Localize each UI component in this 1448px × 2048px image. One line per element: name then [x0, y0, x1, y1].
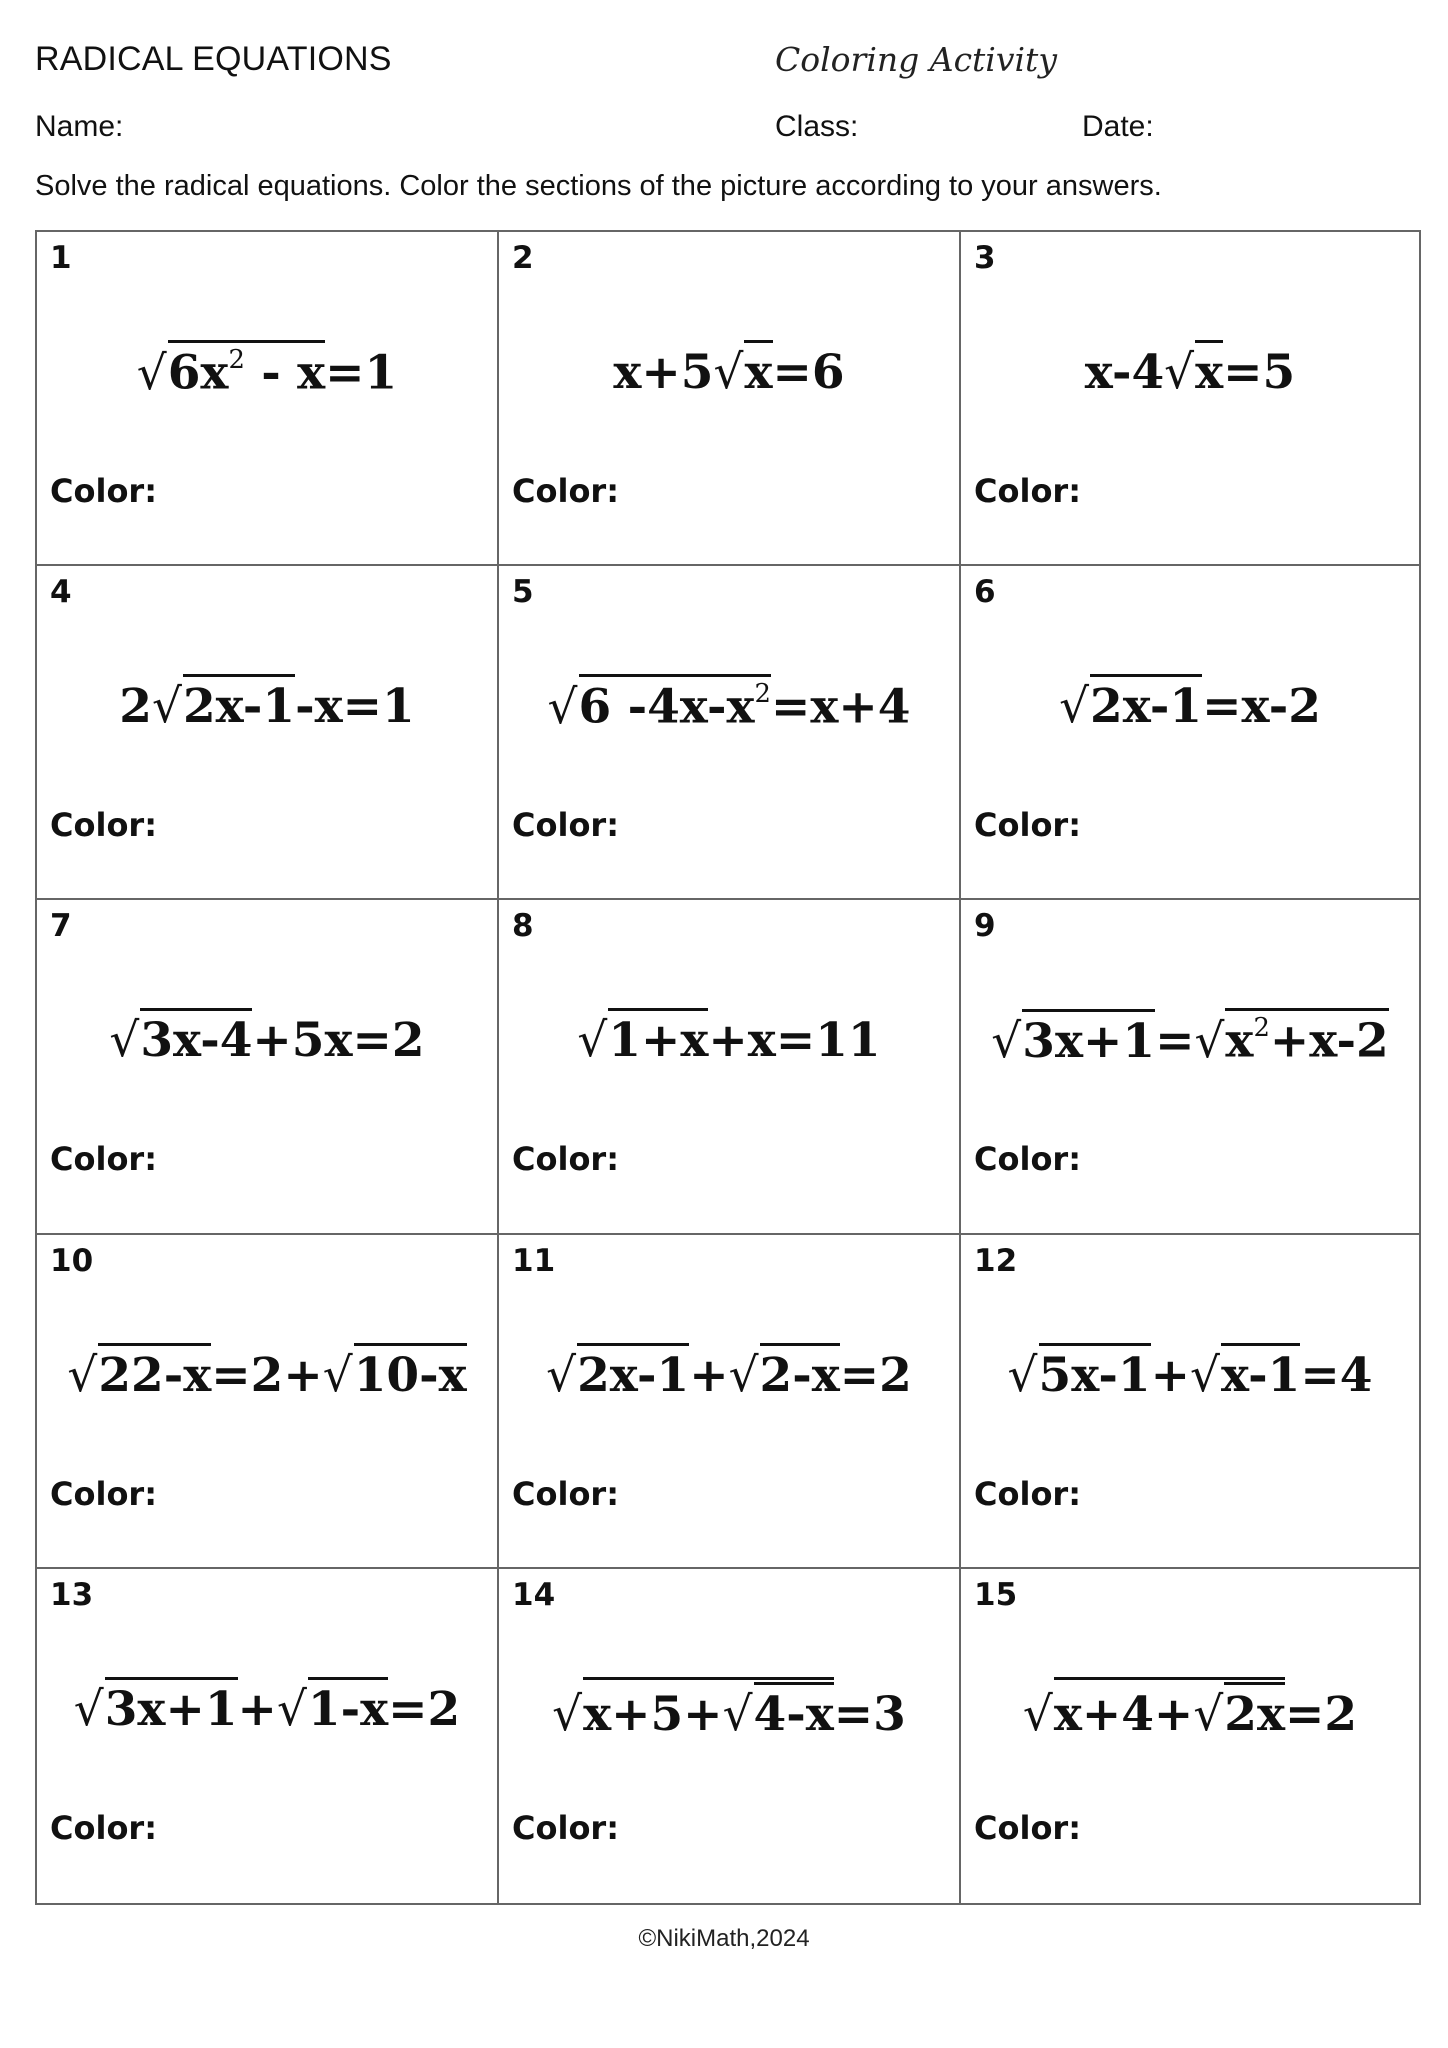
equation: √3x-4+5x=2 [37, 1008, 497, 1069]
radical [277, 1677, 388, 1738]
color-answer-label: Color: [512, 1474, 619, 1513]
activity-subtitle: Coloring Activity [775, 40, 1057, 79]
equation: √x+5+√4-x=3 [499, 1677, 959, 1743]
problem-number: 4 [50, 574, 72, 611]
problem-number: 3 [974, 240, 996, 276]
radicand: 2x [1224, 1682, 1285, 1743]
square-root-icon: √ [1022, 1686, 1053, 1742]
equation: x-4√x=5 [961, 340, 1419, 401]
problem-number: 10 [50, 1242, 94, 1279]
square-root-icon: √ [1007, 1347, 1038, 1403]
name-label: Name: [35, 110, 124, 143]
problem-cell-13 [37, 1569, 499, 1903]
equation: √5x-1+√x-1=4 [961, 1343, 1419, 1404]
equation: √2x-1+√2-x=2 [499, 1343, 959, 1404]
problem-number: 15 [974, 1576, 1018, 1613]
square-root-icon: √ [577, 1013, 608, 1069]
radical [552, 1677, 834, 1743]
radicand: 3x+1 [1022, 1009, 1155, 1070]
color-answer-label: Color: [50, 1808, 157, 1847]
equation: √22-x=2+√10-x [37, 1343, 497, 1404]
problem-cell-5 [499, 566, 961, 900]
square-root-icon: √ [552, 1686, 583, 1742]
problem-cell-7 [37, 900, 499, 1234]
equation: 2√2x-1-x=1 [37, 674, 497, 735]
radicand: x-1 [1221, 1343, 1300, 1404]
problem-cell-15 [961, 1569, 1419, 1903]
square-root-icon: √ [322, 1347, 353, 1403]
radical [546, 1343, 689, 1404]
problem-number: 2 [512, 240, 534, 276]
problem-cell-14 [499, 1569, 961, 1903]
instructions: Solve the radical equations. Color the sections of the picture according to your answers. [35, 170, 1162, 202]
square-root-icon: √ [1193, 1686, 1224, 1742]
problem-number: 11 [512, 1242, 556, 1279]
problem-cell-6 [961, 566, 1419, 900]
problem-number: 13 [50, 1576, 94, 1613]
radical [723, 1682, 834, 1743]
problem-cell-10 [37, 1235, 499, 1569]
problem-cell-8 [499, 900, 961, 1234]
class-label: Class: [775, 110, 859, 143]
worksheet-title: RADICAL EQUATIONS [35, 40, 392, 78]
equation: √6 $-4x-x^2=x+4$ [499, 674, 959, 736]
square-root-icon: √ [1194, 1014, 1225, 1070]
problem-number: 8 [512, 908, 534, 945]
color-answer-label: Color: [974, 472, 1081, 510]
problem-cell-9 [961, 900, 1419, 1234]
equation: √x+4+√2x=2 [961, 1677, 1419, 1743]
equation: x+5√x=6 [499, 340, 959, 401]
radical [729, 1343, 840, 1404]
square-root-icon: √ [1059, 679, 1090, 735]
problem-cell-2 [499, 232, 961, 566]
color-answer-label: Color: [50, 472, 157, 510]
radical [1190, 1343, 1300, 1404]
radicand: 10-x [354, 1343, 467, 1404]
square-root-icon: √ [722, 1686, 753, 1742]
problem-cell-12 [961, 1235, 1419, 1569]
equation: √3x+1+√1-x=2 [37, 1677, 497, 1738]
exponent: 2 [1253, 1013, 1270, 1044]
square-root-icon: √ [546, 1347, 577, 1403]
problem-cell-1 [37, 232, 499, 566]
radical [991, 1009, 1155, 1070]
color-answer-label: Color: [974, 1808, 1081, 1847]
color-answer-label: Color: [512, 806, 619, 845]
problem-cell-3 [961, 232, 1419, 566]
radical [1194, 1008, 1388, 1070]
radicand: 22-x [98, 1343, 211, 1404]
radicand: x [1195, 340, 1223, 401]
radical [1023, 1677, 1285, 1743]
color-answer-label: Color: [512, 1140, 619, 1179]
radical [74, 1677, 238, 1738]
radicand: 5x-1 [1039, 1343, 1151, 1404]
color-answer-label: Color: [974, 806, 1081, 845]
square-root-icon: √ [73, 1681, 104, 1737]
problem-number: 12 [974, 1242, 1018, 1279]
radical [109, 1008, 252, 1069]
color-answer-label: Color: [974, 1474, 1081, 1513]
square-root-icon: √ [1190, 1347, 1220, 1403]
problem-number: 9 [974, 908, 996, 945]
color-answer-label: Color: [512, 1808, 619, 1847]
radicand: 2-x [760, 1343, 840, 1404]
color-answer-label: Color: [50, 1140, 157, 1179]
problem-number: 14 [512, 1576, 556, 1613]
square-root-icon: √ [991, 1014, 1022, 1070]
radicand: 1+x [608, 1008, 708, 1069]
radicand: x+4+√2x [1054, 1677, 1285, 1743]
radicand: 3x-4 [140, 1008, 252, 1069]
square-root-icon: √ [152, 679, 182, 735]
color-answer-label: Color: [50, 1474, 157, 1513]
problem-number: 1 [50, 240, 72, 276]
radicand: x [744, 340, 772, 401]
radical [714, 340, 773, 401]
exponent: 2 [228, 345, 245, 375]
problem-cell-4 [37, 566, 499, 900]
radical [1008, 1343, 1151, 1404]
radicand: 1-x [308, 1677, 388, 1738]
square-root-icon: √ [728, 1347, 759, 1403]
copyright-footer: ©NikiMath,2024 [638, 1925, 810, 1952]
equation: √1+x+x=11 [499, 1008, 959, 1069]
color-answer-label: Color: [50, 806, 157, 845]
radicand: 6 $-4x-x^2$ [579, 674, 771, 736]
exponent: 2 [754, 679, 771, 710]
radicand: 2x-1 [1090, 674, 1202, 735]
radical [548, 674, 771, 736]
date-label: Date: [1082, 110, 1154, 143]
radical [1164, 340, 1223, 401]
radical [577, 1008, 708, 1069]
problem-number: 7 [50, 908, 72, 945]
problem-cell-11 [499, 1235, 961, 1569]
square-root-icon: √ [67, 1347, 98, 1403]
radicand: 3x+1 [105, 1677, 238, 1738]
square-root-icon: √ [109, 1013, 140, 1069]
square-root-icon: √ [713, 345, 744, 400]
problem-number: 5 [512, 574, 534, 611]
color-answer-label: Color: [512, 472, 619, 510]
equation: $√6x^2 - x=1$ [37, 340, 497, 402]
square-root-icon: √ [547, 679, 578, 735]
radicand: 2x-1 [577, 1343, 689, 1404]
radicand: $x^2+x-2$ [1225, 1008, 1388, 1070]
radical [323, 1343, 467, 1404]
square-root-icon: √ [136, 345, 167, 401]
radicand: 2x-1 [183, 674, 295, 735]
radicand: $6x^2$ - x [168, 340, 325, 402]
problem-grid [35, 230, 1421, 1905]
equation: $√3x+1=√x^2+x-2$ [961, 1008, 1419, 1070]
radical [152, 674, 295, 735]
radical [1059, 674, 1202, 735]
radicand: x+5+√4-x [583, 1677, 834, 1743]
equation: √2x-1=x-2 [961, 674, 1419, 735]
radical [1193, 1682, 1285, 1743]
radical [137, 340, 325, 402]
radicand: 4-x [754, 1682, 834, 1743]
problem-number: 6 [974, 574, 996, 611]
square-root-icon: √ [1164, 345, 1195, 400]
square-root-icon: √ [276, 1681, 307, 1737]
radical [67, 1343, 211, 1404]
color-answer-label: Color: [974, 1140, 1081, 1179]
